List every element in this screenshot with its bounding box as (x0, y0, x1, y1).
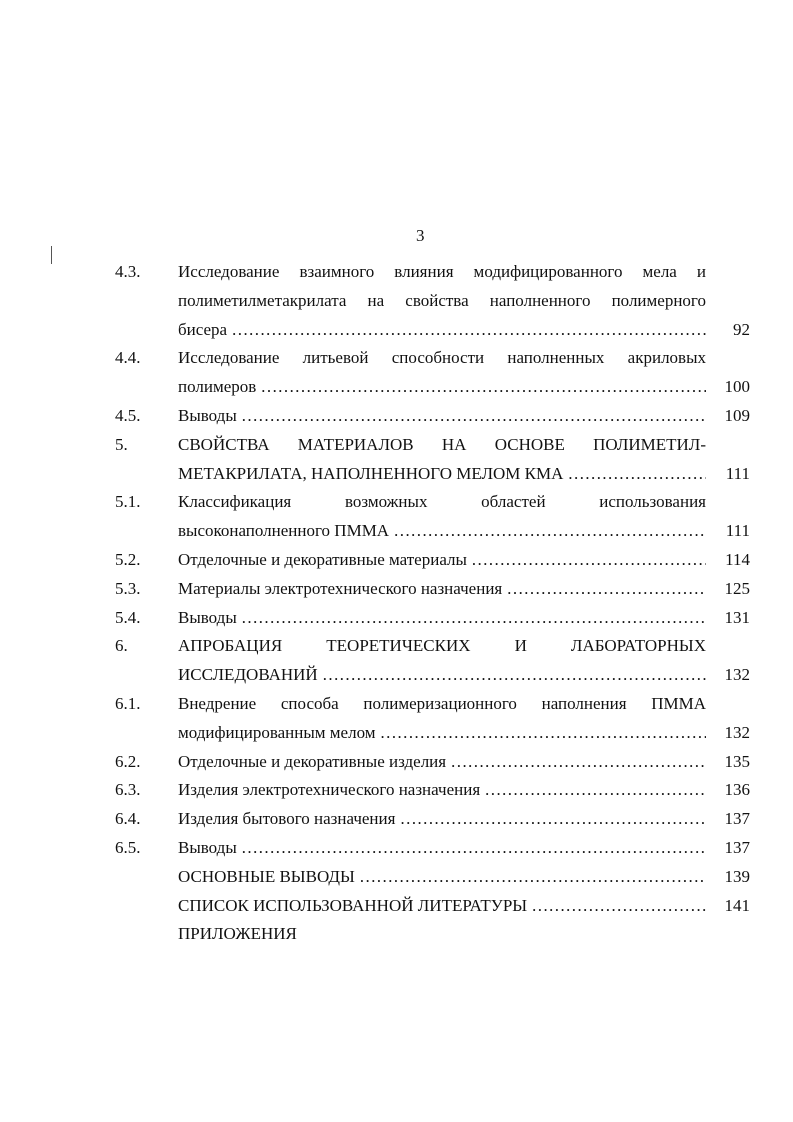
toc-line (0, 402, 793, 431)
toc-entry-number: 6.5. (115, 837, 141, 857)
toc-line (0, 892, 793, 921)
toc-entry (0, 892, 793, 921)
toc-entry (0, 344, 793, 402)
toc-entry-title: бисера ………………………………………………………………………………………………………………………………… (178, 316, 706, 345)
toc-entry-page: 137 (724, 809, 750, 829)
toc-entry (0, 632, 793, 690)
toc-entry (0, 920, 793, 949)
toc-line (0, 517, 793, 546)
toc-line (0, 258, 793, 287)
toc-entry-title: Отделочные и декоративные материалы ………………………………………………………………………………………………………………………………… (178, 546, 706, 575)
toc-entry-number: 6.2. (115, 751, 141, 771)
toc-entry-number: 5. (115, 434, 128, 454)
toc-entry-title: Изделия бытового назначения ………………………………………………………………………………………………………………………………… (178, 805, 706, 834)
toc-line (0, 661, 793, 690)
toc-line (0, 690, 793, 719)
toc-entry (0, 863, 793, 892)
toc-entry-page: 92 (733, 319, 750, 339)
toc-line (0, 863, 793, 892)
toc-entry (0, 748, 793, 777)
toc-entry-number: 5.4. (115, 607, 141, 627)
toc-entry-title: Исследование литьевой способности наполненных акриловых (178, 348, 706, 368)
toc-line (0, 316, 793, 345)
toc-entry-title: Выводы ………………………………………………………………………………………………………………………………… (178, 834, 706, 863)
toc-entry-page: 136 (724, 780, 750, 800)
toc-entry-number: 5.2. (115, 549, 141, 569)
toc-entry-number: 6.4. (115, 809, 141, 829)
toc-entry-title: Исследование взаимного влияния модифицированного мела и (178, 262, 706, 281)
toc-line (0, 431, 793, 460)
toc-entry (0, 402, 793, 431)
toc-entry-number: 4.3. (115, 262, 141, 281)
toc-entry-number: 6.3. (115, 780, 141, 800)
toc-entry (0, 546, 793, 575)
toc-entry-number: 6. (115, 636, 128, 656)
toc-entry-page: 132 (724, 722, 750, 742)
toc-line (0, 488, 793, 517)
toc-line (0, 834, 793, 863)
toc-entry-title: АПРОБАЦИЯ ТЕОРЕТИЧЕСКИХ И ЛАБОРАТОРНЫХ (178, 636, 706, 656)
toc-entry-page: 111 (725, 521, 750, 541)
toc-line (0, 344, 793, 373)
toc-entry-title: полиметилметакрилата на свойства наполненного полимерного (178, 290, 706, 310)
toc-entry-number: 5.1. (115, 492, 141, 512)
toc-line (0, 287, 793, 316)
toc-line (0, 748, 793, 777)
toc-entry-title: модифицированным мелом ………………………………………………………………………………………………………………………………… (178, 719, 706, 748)
table-of-contents (0, 258, 793, 949)
toc-entry-page: 109 (724, 405, 750, 425)
toc-entry-page: 131 (724, 607, 750, 627)
toc-entry-title: высоконаполненного ПММА ………………………………………………………………………………………………………………………………… (178, 517, 706, 546)
toc-entry-page: 111 (725, 463, 750, 483)
toc-entry-page: 139 (724, 866, 750, 886)
toc-entry (0, 805, 793, 834)
toc-entry (0, 690, 793, 748)
toc-line (0, 575, 793, 604)
toc-entry-title: ИССЛЕДОВАНИЙ ………………………………………………………………………………………………………………………………… (178, 661, 706, 690)
toc-entry-title: СВОЙСТВА МАТЕРИАЛОВ НА ОСНОВЕ ПОЛИМЕТИЛ- (178, 434, 706, 454)
toc-entry (0, 575, 793, 604)
toc-line (0, 776, 793, 805)
toc-entry-number: 6.1. (115, 693, 141, 713)
toc-line (0, 632, 793, 661)
toc-line (0, 719, 793, 748)
page-number: 3 (416, 226, 425, 245)
toc-entry-title: Изделия электротехнического назначения ………………………………………………………………………………………………………………………………… (178, 776, 706, 805)
toc-entry (0, 488, 793, 546)
toc-entry-number: 4.5. (115, 405, 141, 425)
toc-entry-number: 4.4. (115, 348, 141, 368)
toc-entry-title: Отделочные и декоративные изделия ………………………………………………………………………………………………………………………………… (178, 748, 706, 777)
toc-line (0, 805, 793, 834)
toc-entry-title: Выводы ………………………………………………………………………………………………………………………………… (178, 604, 706, 633)
toc-entry-page: 137 (724, 837, 750, 857)
toc-entry (0, 431, 793, 489)
toc-entry-title: ПРИЛОЖЕНИЯ (178, 924, 297, 944)
toc-entry (0, 834, 793, 863)
toc-entry-title: Материалы электротехнического назначения ………………………………………………………………………………………………………………………………… (178, 575, 706, 604)
toc-entry-number: 5.3. (115, 578, 141, 598)
toc-entry-page: 132 (724, 665, 750, 685)
toc-entry-title: СПИСОК ИСПОЛЬЗОВАННОЙ ЛИТЕРАТУРЫ ………………………………………………………………………………………………………………………………… (178, 892, 706, 921)
toc-line (0, 373, 793, 402)
toc-entry-page: 141 (724, 895, 750, 915)
toc-line (0, 920, 793, 949)
toc-line (0, 460, 793, 489)
toc-entry-title: МЕТАКРИЛАТА, НАПОЛНЕННОГО МЕЛОМ КМА ………………………………………………………………………………………………………………………………… (178, 460, 706, 489)
toc-entry-page: 100 (724, 377, 750, 397)
toc-entry-page: 135 (724, 751, 750, 771)
toc-entry (0, 258, 793, 344)
toc-entry (0, 604, 793, 633)
toc-entry-title: Внедрение способа полимеризационного наполнения ПММА (178, 693, 706, 713)
toc-entry-page: 114 (725, 549, 750, 569)
toc-entry-title: Выводы ………………………………………………………………………………………………………………………………… (178, 402, 706, 431)
toc-entry-title: Классификация возможных областей использования (178, 492, 706, 512)
toc-line (0, 546, 793, 575)
toc-line (0, 604, 793, 633)
toc-entry (0, 776, 793, 805)
toc-entry-title: полимеров ………………………………………………………………………………………………………………………………… (178, 373, 706, 402)
toc-entry-page: 125 (724, 578, 750, 598)
toc-entry-title: ОСНОВНЫЕ ВЫВОДЫ ………………………………………………………………………………………………………………………………… (178, 863, 706, 892)
